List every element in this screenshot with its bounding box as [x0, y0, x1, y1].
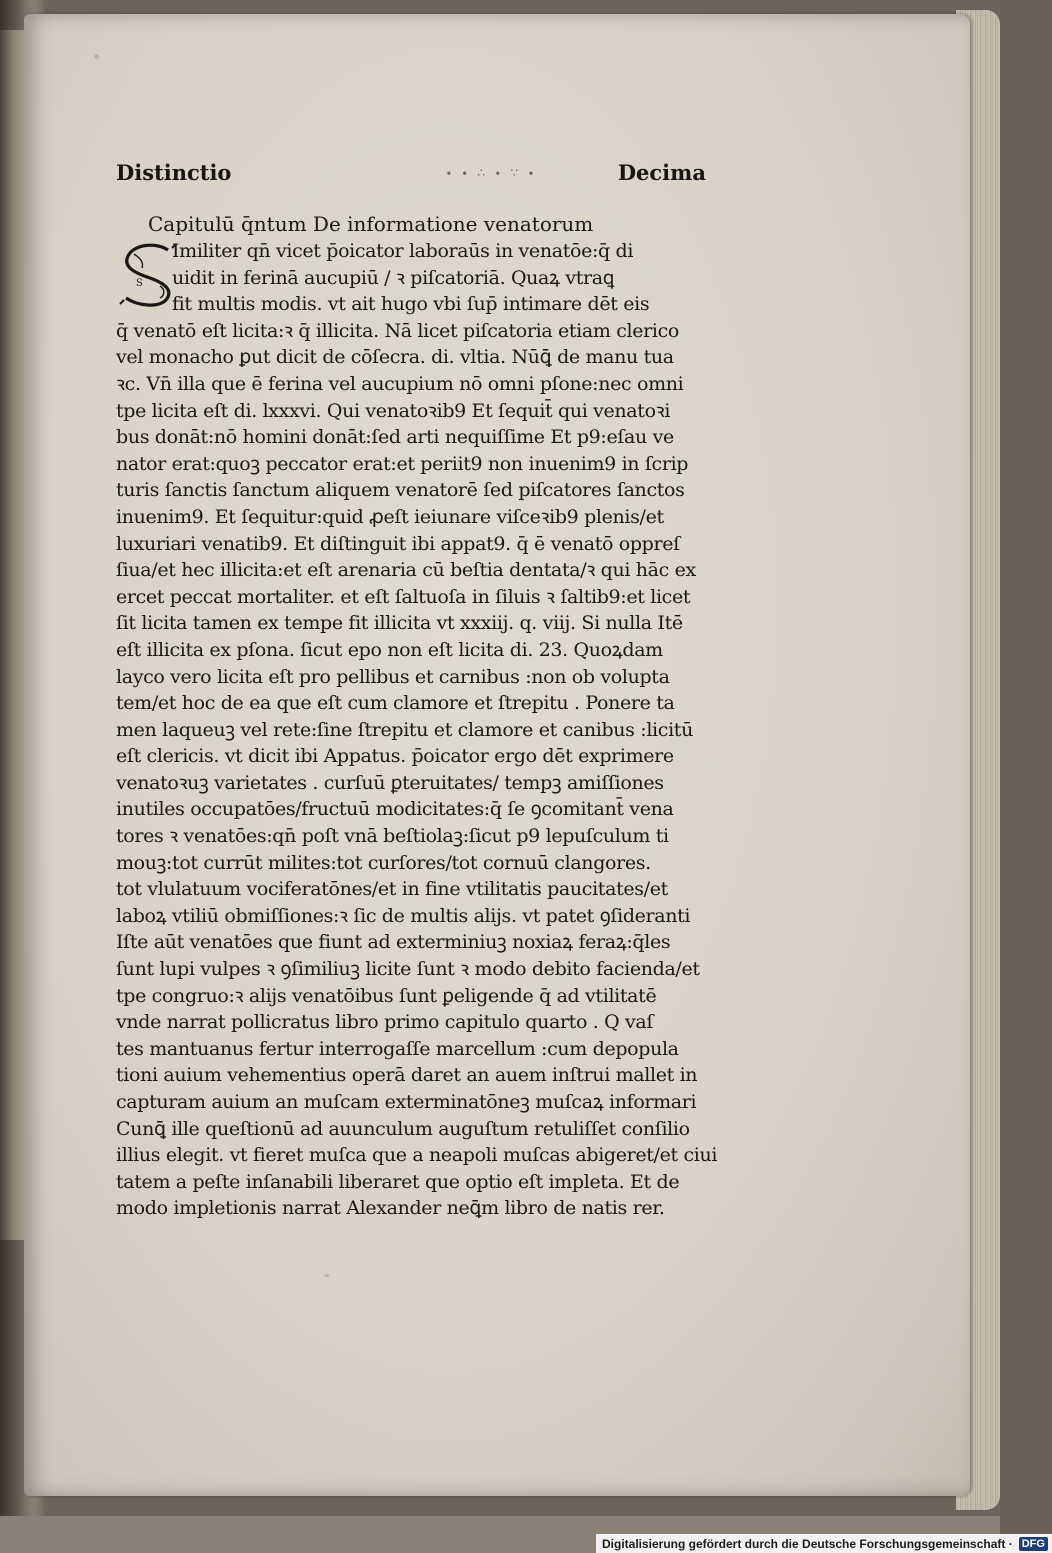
text-line: laboꝝ vtiliū obmiſſiones:ꝛ ſic de multis alijs. vt patet ꝯſideranti	[116, 904, 691, 927]
svg-text:S: S	[136, 278, 143, 289]
running-header	[116, 160, 706, 190]
header-ornament: ∙ ∙ ∴ ∙ ∵ ∙	[446, 166, 537, 180]
text-line: luxuriari venatib9. Et diſtinguit ibi appat9. q̄ ē venatō oppreſ	[116, 532, 680, 555]
text-line: modo impletionis narrat Alexander neꝗ̄m libro de natis rer.	[116, 1197, 665, 1220]
text-line: bus donāt:nō homini donāt:ſed arti nequiſſime Et p9:eſau ve	[116, 426, 674, 449]
footer-credit	[596, 1534, 1052, 1553]
header-left: Distinctio	[116, 160, 232, 185]
text-line: tatem a peſte inſanabili liberaret que optio eſt impleta. Et de	[116, 1170, 680, 1193]
text-line: tpe licita eſt di. lxxxvi. Qui venatoꝛib9 Et ſequit̄ qui venatoꝛi	[116, 399, 671, 422]
body-text	[116, 238, 718, 1222]
text-line: tpe congruo:ꝛ alijs venatōibus ſunt ꝑeligende q̄ ad vtilitatē	[116, 984, 657, 1007]
text-line: capturam auium an muſcam exterminatōneꝫ muſcaꝝ informari	[116, 1091, 697, 1113]
text-line: ſit licita tamen ex tempe fit illicita vt xxxiij. q. viij. Si nulla Itē	[116, 612, 683, 635]
text-line: venatoꝛuꝫ varietates . curſuū ꝑteruitates/ tempꝫ amiſſiones	[116, 771, 664, 794]
chapter-heading: Capitulū q̄ntum De informatione venatorum	[148, 212, 594, 236]
text-line: layco vero licita eſt pro pellibus et carnibus :non ob volupta	[116, 665, 670, 688]
text-line: inuenim9. Et ſequitur:quid ꝓeſt ieiunare viſceꝛib9 plenis/et	[116, 505, 664, 528]
text-line: uidit in ferinā aucupiū / ꝛ piſcatoriā. Quaꝝ vtraꝗ	[172, 266, 615, 289]
text-line: ꝛc. Vn̄ illa que ē ferina vel aucupium nō omni pſone:nec omni	[116, 372, 684, 395]
header-right: Decima	[617, 160, 706, 185]
text-line: turis ſanctis ſanctum aliquem venatorē ſed piſcatores ſanctos	[116, 479, 685, 502]
text-line: men laqueuꝫ vel rete:ſine ſtrepitu et clamore et canibus :licitū	[116, 718, 693, 741]
text-line: Imiliter qn̄ vicet p̄oicator laboraūs in venatōe:q̄ di	[172, 240, 634, 262]
footer-text: Digitalisierung gefördert durch die Deutsche Forschungsgemeinschaft ·	[602, 1536, 1013, 1551]
text-line: q̄ venatō eſt licita:ꝛ q̄ illicita. Nā licet piſcatoria etiam clerico	[116, 319, 679, 342]
text-line: Iſte aūt venatōes que fiunt ad exterminiuꝫ noxiaꝝ feraꝝ:q̄les	[116, 931, 671, 954]
text-line: tem/et hoc de ea que eſt cum clamore et ſtrepitu . Ponere ta	[116, 692, 675, 715]
text-line: tot vlulatuum vociferatōnes/et in fine vtilitatis paucitates/et	[116, 878, 668, 901]
text-line: ſiua/et hec illicita:et eſt arenaria cū beſtia dentata/ꝛ qui hāc ex	[116, 559, 696, 582]
paper-spot	[94, 54, 99, 59]
text-line: mouꝫ:tot currūt milites:tot curſores/tot cornuū clangores.	[116, 851, 651, 874]
text-line: illius elegit. vt fieret muſca que a neapoli muſcas abigeret/et ciui	[116, 1144, 718, 1167]
text-line: ſunt lupi vulpes ꝛ ꝯſimiliuꝫ licite ſunt ꝛ modo debito facienda/et	[116, 958, 700, 981]
text-line: eſt clericis. vt dicit ibi Appatus. p̄oicator ergo dēt exprimere	[116, 745, 674, 768]
text-line: ercet peccat mortaliter. et eſt ſaltuoſa in ſiluis ꝛ ſaltib9:et licet	[116, 585, 691, 608]
text-line: tores ꝛ venatōes:qn̄ poſt vnā beſtiolaꝫ:ſicut p9 lepuſculum ti	[116, 825, 669, 848]
text-line: inutiles occupatōes/fructuū modicitates:q̄ ſe ꝯcomitant̄ vena	[116, 798, 674, 821]
text-line: tioni auium vehementius operā daret an auem inſtrui mallet in	[116, 1064, 698, 1087]
text-line: nator erat:quoꝫ peccator erat:et periit9 non inuenim9 in ſcrip	[116, 452, 689, 475]
dfg-logo-icon: DFG	[1019, 1537, 1048, 1551]
text-line: vel monacho ꝑut dicit de cōſecra. di. vltia. Nūꝗ̄ de manu tua	[116, 346, 674, 369]
text-line: tes mantuanus fertur interrogaſſe marcellum :cum depopula	[116, 1037, 679, 1060]
text-line: fit multis modis. vt ait hugo vbi ſup̄ intimare dēt eis	[172, 293, 650, 316]
text-line: eſt illicita ex pſona. ſicut epo non eſt licita di. 23. Quoꝝdam	[116, 638, 663, 661]
text-line: Cunꝗ̄ ille queſtionū ad auunculum auguſtum retuliſſet conſilio	[116, 1117, 690, 1140]
text-line: vnde narrat pollicratus libro primo capitulo quarto . Q vaſ	[116, 1011, 654, 1034]
paper-spot	[324, 1274, 330, 1277]
